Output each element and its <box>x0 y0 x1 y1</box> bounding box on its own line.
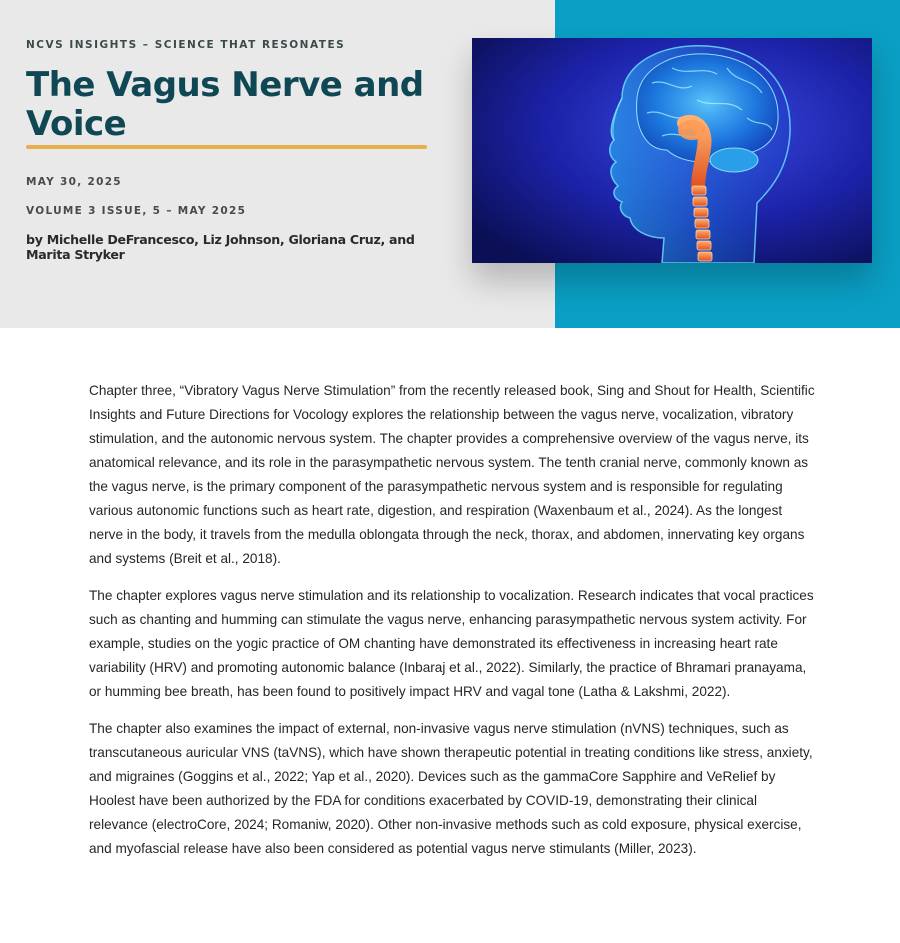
publish-date: MAY 30, 2025 <box>26 176 122 188</box>
volume-issue: VOLUME 3 ISSUE, 5 – MAY 2025 <box>26 205 247 217</box>
article-body <box>89 379 815 874</box>
brain-spine-illustration <box>472 38 872 263</box>
article-paragraph: Chapter three, “Vibratory Vagus Nerve Stimulation” from the recently released book, Sing and Shout for Health, Scientific Insights and Future Directions for Vocology explores the relationship between the vagus nerve, vocalization, vibratory stimulation, and the autonomic nervous system. The chapter provides a comprehensive overview of the vagus nerve, its anatomical relevance, and its role in the parasympathetic nervous system. The tenth cranial nerve, commonly known as the vagus nerve, is the primary component of the parasympathetic nervous system and is responsible for regulating various autonomic functions such as heart rate, digestion, and respiration (Waxenbaum et al., 2024). As the longest nerve in the body, it travels from the medulla oblongata through the neck, thorax, and abdomen, innervating key organs and systems (Breit et al., 2018). <box>89 383 815 566</box>
page-title: The Vagus Nerve and Voice <box>26 65 424 144</box>
article-paragraph: The chapter explores vagus nerve stimulation and its relationship to vocalization. Research indicates that vocal practices such as chanting and humming can stimulate the vagus nerve, enhancing parasympathetic nervous system activity. For example, studies on the yogic practice of OM chanting have demonstrated its effectiveness in increasing heart rate variability (HRV) and promoting autonomic balance (Inbaraj et al., 2022). Similarly, the practice of Bhramari pranayama, or humming bee breath, has been found to positively impact HRV and vagal tone (Latha & Lakshmi, 2022). <box>89 588 814 699</box>
article-paragraph: The chapter also examines the impact of external, non-invasive vagus nerve stimulation (nVNS) techniques, such as transcutaneous auricular VNS (taVNS), which have shown therapeutic potential in treating conditions like stress, anxiety, and migraines (Goggins et al., 2022; Yap et al., 2020). Devices such as the gammaCore Sapphire and VeRelief by Hoolest have been authorized by the FDA for conditions exacerbated by COVID-19, demonstrating their clinical relevance (electroCore, 2024; Romaniw, 2020). Other non-invasive methods such as cold exposure, physical exercise, and myofascial release have also been considered as potential vagus nerve stimulants (Miller, 2023). <box>89 721 813 856</box>
hero-image <box>472 38 872 263</box>
title-underline <box>26 145 427 149</box>
series-eyebrow: NCVS INSIGHTS – SCIENCE THAT RESONATES <box>26 39 346 51</box>
author-byline: by Michelle DeFrancesco, Liz Johnson, Gloriana Cruz, and Marita Stryker <box>26 232 415 262</box>
